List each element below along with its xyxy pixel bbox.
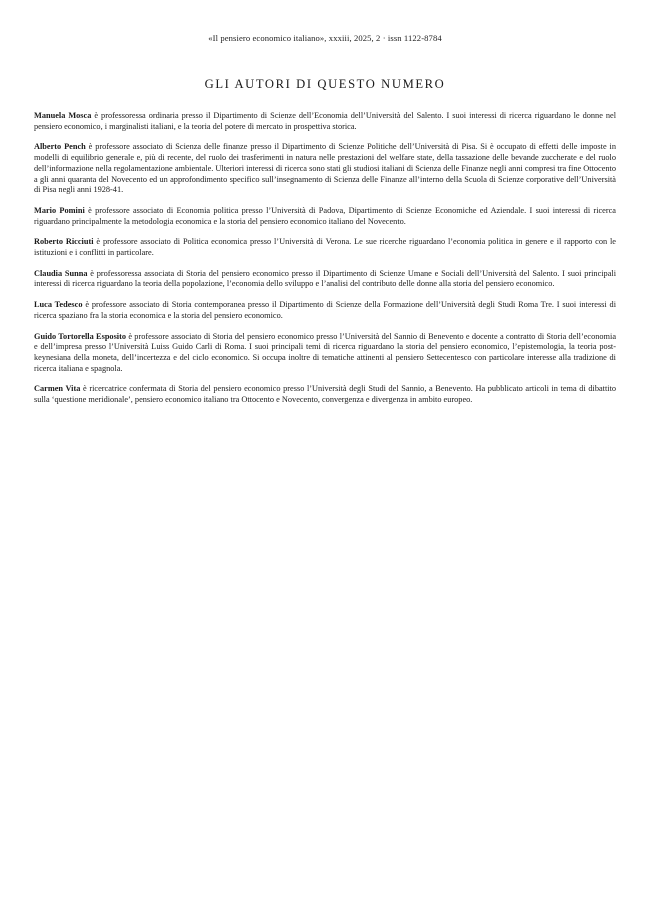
author-entry-mosca	[34, 111, 616, 132]
author-name: Roberto Ricciuti	[34, 237, 94, 247]
author-entry-pomini	[34, 206, 616, 227]
author-bio: è professore associato di Storia contemporanea presso il Dipartimento di Scienze della Formazione dell’Università degli Studi Roma Tre. I suoi interessi di ricerca spaziano fra la storia economica e la storia del pensiero economico.	[34, 300, 617, 320]
author-entry-sunna	[34, 269, 616, 290]
author-entry-pench	[34, 142, 616, 196]
author-entry-tortorella-esposito	[34, 332, 616, 375]
author-name: Mario Pomini	[34, 205, 85, 215]
author-name: Guido Tortorella Esposito	[34, 331, 127, 341]
author-entry-tedesco	[34, 300, 616, 321]
author-entry-vita	[34, 384, 616, 405]
author-bio: è professoressa ordinaria presso il Dipartimento di Scienze dell’Economia dell’Università del Salento. I suoi interessi di ricerca riguardano le donne nel pensiero economico, i marginalisti italiani, e la teoria del potere di mercato in prospettiva storica.	[34, 111, 616, 131]
author-name: Manuela Mosca	[34, 111, 92, 120]
author-bio: è professore associato di Economia politica presso l’Università di Padova, Dipartimento di Scienze Economiche ed Aziendale. I suoi interessi di ricerca riguardano principalmente la metodologia economica e la storia del pensiero economico italiano del Novecento.	[34, 205, 616, 226]
running-head: «Il pensiero economico italiano», xxxiii, 2025, 2 · issn 1122-8784	[208, 33, 442, 43]
author-name: Claudia Sunna	[34, 268, 88, 278]
author-bio: è professore associato di Scienza delle finanze presso il Dipartimento di Scienze Politiche dell’Università di Pisa. Si è occupato di effetti delle imposte in modelli di equilibrio generale e, più di recente, del ruolo dei trasferimenti in natura nelle prestazioni del welfare state, della tassazione delle bevande zuccherate e del ruolo dell’informazione nella regolamentazione ambientale. Ulteriori interessi di ricerca sono stati gli studiosi italiani di Scienza delle Finanze negli anni compresi tra fine Ottocento a gli anni quaranta del Novecento ed un approfondimento specifico sull’insegnamento di Scienza delle Finanze all’interno della Scuola di Scienze corporative dell’Università di Pisa negli anni 1928-41.	[34, 142, 616, 195]
page-title: GLI AUTORI DI QUESTO NUMERO	[204, 77, 446, 91]
author-name: Alberto Pench	[34, 142, 86, 152]
author-name: Luca Tedesco	[34, 300, 83, 310]
author-bio: è professoressa associata di Storia del pensiero economico presso il Dipartimento di Scienze Umane e Sociali dell’Università del Salento. I suoi principali interessi di ricerca riguardano la teoria della popolazione, l’economia dello sviluppo e l’analisi del contributo delle donne alla storia del pensiero economico.	[34, 268, 616, 289]
author-list	[34, 111, 616, 416]
author-entry-ricciuti	[34, 237, 616, 258]
author-bio: è professore associato di Storia del pensiero economico presso l’Università del Sannio di Benevento e docente a contratto di Storia dell’economia e dell’impresa presso l’Università Luiss Guido Carli di Roma. I suoi principali temi di ricerca riguardano la storia del pensiero economico, l’epistemologia, la teoria post-keynesiana della moneta, dell’incertezza e del ciclo economico. Si occupa inoltre di tematiche attinenti al pensiero Settecentesco con particolare interesse alla tradizione di ricerca italiana e spagnola.	[34, 331, 617, 373]
author-bio: è professore associato di Politica economica presso l’Università di Verona. Le sue ricerche riguardano l’economia politica in genere e il rapporto con le istituzioni e i conflitti in particolare.	[34, 237, 616, 258]
author-bio: è ricercatrice confermata di Storia del pensiero economico presso l’Università degli Studi del Sannio, a Benevento. Ha pubblicato articoli in tema di dibattito sulla ‘questione meridionale’, pensiero economico italiano tra Ottocento e Novecento, convergenza e divergenza in ambito europeo.	[34, 384, 617, 405]
author-name: Carmen Vita	[34, 384, 81, 394]
